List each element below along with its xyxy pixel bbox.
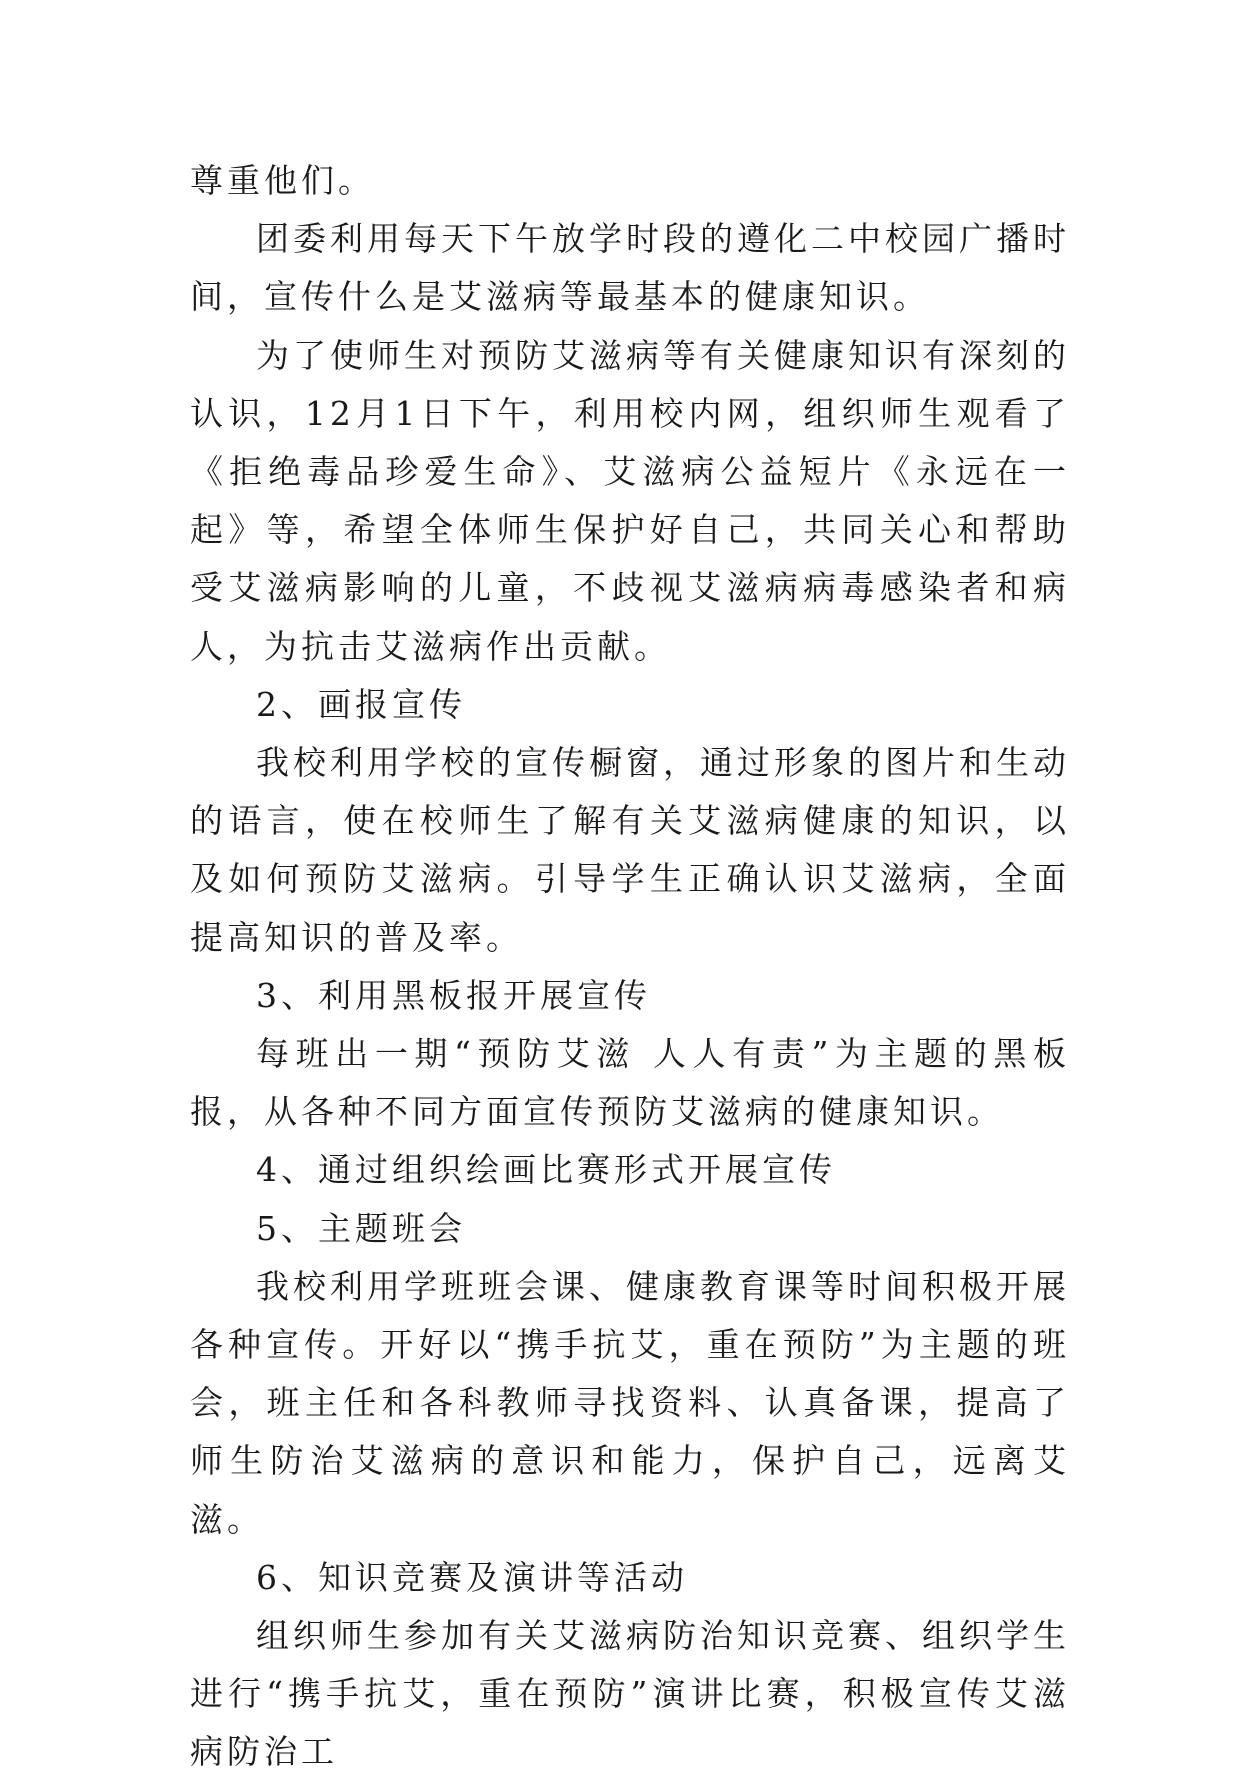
paragraph-continuation: 尊重他们。	[190, 161, 375, 200]
document-body	[190, 152, 1070, 1782]
paragraph-blackboard: 每班出一期“预防艾滋 人人有责”为主题的黑板报，从各种不同方面宣传预防艾滋病的健康知识。	[190, 1034, 1070, 1132]
section-heading-class-meeting: 5、主题班会	[256, 1208, 466, 1248]
section-heading-blackboard: 3、利用黑板报开展宣传	[256, 975, 651, 1015]
paragraph-contests: 组织师生参加有关艾滋病防治知识竞赛、组织学生进行“携手抗艾，重在预防”演讲比赛，积极宣传艾滋病防治工	[190, 1616, 1070, 1772]
paragraph-posters: 我校利用学校的宣传橱窗，通过形象的图片和生动的语言，使在校师生了解有关艾滋病健康的知识，以及如何预防艾滋病。引导学生正确认识艾滋病，全面提高知识的普及率。	[190, 743, 1070, 957]
section-heading-drawing-contest: 4、通过组织绘画比赛形式开展宣传	[256, 1150, 836, 1190]
paragraph-film-screening: 为了使师生对预防艾滋病等有关健康知识有深刻的认识，12月1日下午，利用校内网，组织师生观看了《拒绝毒品珍爱生命》、艾滋病公益短片《永远在一起》等，希望全体师生保护好自己，共同关心和帮助受艾滋病影响的儿童，不歧视艾滋病病毒感染者和病人，为抗击艾滋病作出贡献。	[190, 335, 1070, 666]
paragraph-broadcast: 团委利用每天下午放学时段的遵化二中校园广播时间，宣传什么是艾滋病等最基本的健康知识。	[190, 219, 1070, 317]
section-heading-contests: 6、知识竞赛及演讲等活动	[256, 1557, 688, 1597]
section-heading-posters: 2、画报宣传	[256, 684, 466, 724]
paragraph-class-meeting: 我校利用学班班会课、健康教育课等时间积极开展各种宣传。开好以“携手抗艾，重在预防”为主题的班会，班主任和各科教师寻找资料、认真备课，提高了师生防治艾滋病的意识和能力，保护自己，远离艾滋。	[190, 1266, 1070, 1539]
